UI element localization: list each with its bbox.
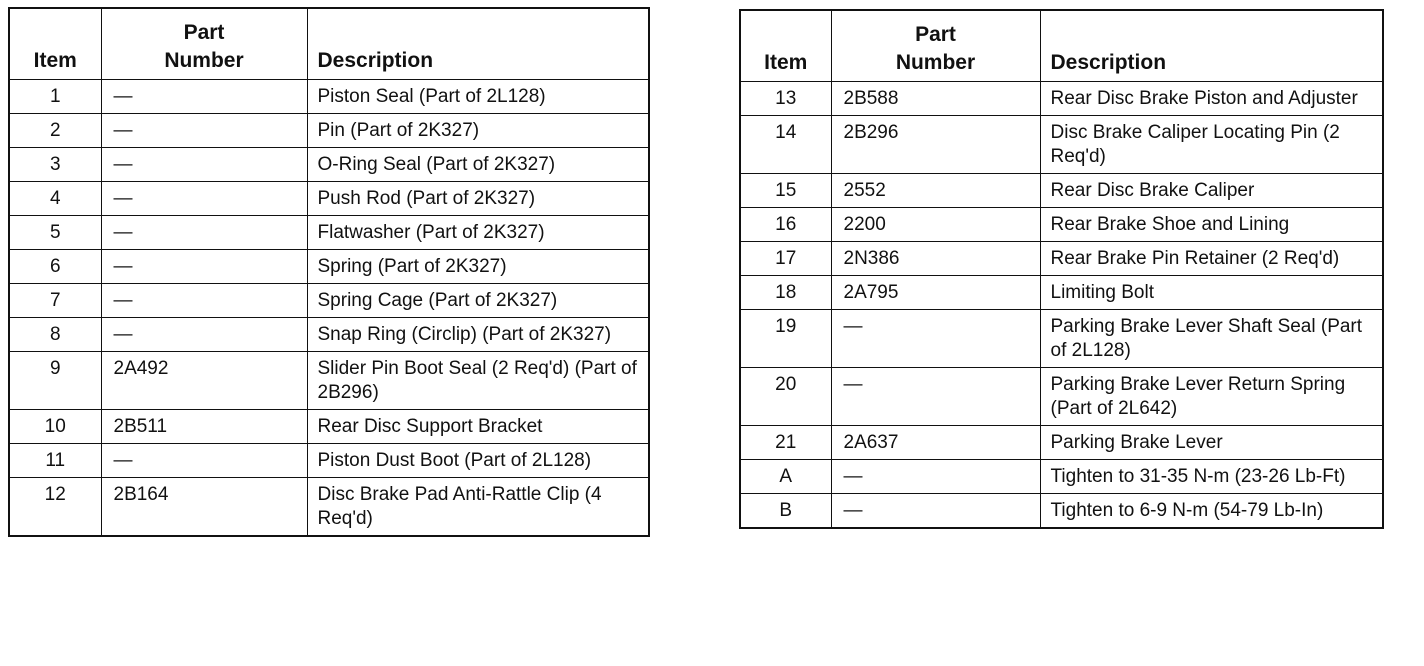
description-cell: Parking Brake Lever Shaft Seal (Part of 2L128) [1040, 310, 1383, 368]
item-cell: 19 [740, 310, 831, 368]
table-row [9, 444, 649, 478]
table-row [9, 284, 649, 318]
description-cell: Parking Brake Lever Return Spring (Part of 2L642) [1040, 368, 1383, 426]
part-number-cell: 2200 [831, 208, 1040, 242]
item-cell: 21 [740, 426, 831, 460]
table-row [9, 182, 649, 216]
table-row [740, 242, 1383, 276]
table-row [740, 82, 1383, 116]
description-cell: Rear Disc Brake Caliper [1040, 174, 1383, 208]
item-cell: 16 [740, 208, 831, 242]
description-cell: Rear Disc Support Bracket [307, 410, 649, 444]
part-number-cell: 2B296 [831, 116, 1040, 174]
table-row [9, 352, 649, 410]
part-number-cell: — [101, 148, 307, 182]
table-row [9, 410, 649, 444]
item-cell: 3 [9, 148, 101, 182]
table-row [740, 368, 1383, 426]
header-row [740, 10, 1383, 82]
part-number-cell: — [831, 460, 1040, 494]
item-cell: 13 [740, 82, 831, 116]
part-number-cell: 2A492 [101, 352, 307, 410]
table-row [740, 426, 1383, 460]
table-row [740, 310, 1383, 368]
part-number-cell: — [101, 182, 307, 216]
item-cell: 15 [740, 174, 831, 208]
part-number-cell: 2N386 [831, 242, 1040, 276]
item-cell: 10 [9, 410, 101, 444]
description-cell: Parking Brake Lever [1040, 426, 1383, 460]
item-cell: B [740, 494, 831, 529]
description-cell: Tighten to 6-9 N-m (54-79 Lb-In) [1040, 494, 1383, 529]
description-cell: Snap Ring (Circlip) (Part of 2K327) [307, 318, 649, 352]
table-row [740, 116, 1383, 174]
table-row [9, 478, 649, 537]
table-row [740, 174, 1383, 208]
item-cell: 11 [9, 444, 101, 478]
description-cell: O-Ring Seal (Part of 2K327) [307, 148, 649, 182]
item-cell: 7 [9, 284, 101, 318]
table-row [9, 318, 649, 352]
part-number-cell: — [831, 310, 1040, 368]
item-header: Item [9, 8, 101, 80]
part-number-cell: — [101, 284, 307, 318]
table-row [740, 276, 1383, 310]
description-header: Description [307, 8, 649, 80]
part-number-cell: — [101, 80, 307, 114]
table-row [740, 208, 1383, 242]
part-number-cell: 2B164 [101, 478, 307, 537]
description-cell: Spring (Part of 2K327) [307, 250, 649, 284]
description-cell: Tighten to 31-35 N-m (23-26 Lb-Ft) [1040, 460, 1383, 494]
part-number-header: Part Number [831, 10, 1040, 82]
item-cell: 1 [9, 80, 101, 114]
part-number-cell: 2552 [831, 174, 1040, 208]
part-number-cell: 2A637 [831, 426, 1040, 460]
item-cell: A [740, 460, 831, 494]
part-number-cell: — [101, 216, 307, 250]
part-number-cell: — [831, 494, 1040, 529]
item-cell: 9 [9, 352, 101, 410]
part-number-header: Part Number [101, 8, 307, 80]
header-row [9, 8, 649, 80]
item-cell: 18 [740, 276, 831, 310]
description-cell: Piston Seal (Part of 2L128) [307, 80, 649, 114]
description-header: Description [1040, 10, 1383, 82]
item-cell: 17 [740, 242, 831, 276]
part-number-cell: 2B511 [101, 410, 307, 444]
item-cell: 4 [9, 182, 101, 216]
description-cell: Rear Brake Shoe and Lining [1040, 208, 1383, 242]
part-number-cell: — [831, 368, 1040, 426]
description-cell: Pin (Part of 2K327) [307, 114, 649, 148]
item-cell: 8 [9, 318, 101, 352]
part-number-cell: 2B588 [831, 82, 1040, 116]
table-row [9, 148, 649, 182]
part-number-cell: — [101, 250, 307, 284]
description-cell: Rear Brake Pin Retainer (2 Req'd) [1040, 242, 1383, 276]
part-number-cell: 2A795 [831, 276, 1040, 310]
description-cell: Disc Brake Caliper Locating Pin (2 Req'd) [1040, 116, 1383, 174]
description-cell: Disc Brake Pad Anti-Rattle Clip (4 Req'd) [307, 478, 649, 537]
part-number-cell: — [101, 114, 307, 148]
item-cell: 6 [9, 250, 101, 284]
description-cell: Spring Cage (Part of 2K327) [307, 284, 649, 318]
parts-table-left [8, 7, 650, 537]
description-cell: Limiting Bolt [1040, 276, 1383, 310]
table-row [9, 80, 649, 114]
item-header: Item [740, 10, 831, 82]
parts-table-right [739, 9, 1384, 529]
description-cell: Rear Disc Brake Piston and Adjuster [1040, 82, 1383, 116]
description-cell: Piston Dust Boot (Part of 2L128) [307, 444, 649, 478]
item-cell: 20 [740, 368, 831, 426]
item-cell: 14 [740, 116, 831, 174]
description-cell: Push Rod (Part of 2K327) [307, 182, 649, 216]
table-row [740, 460, 1383, 494]
description-cell: Flatwasher (Part of 2K327) [307, 216, 649, 250]
table-row [9, 250, 649, 284]
description-cell: Slider Pin Boot Seal (2 Req'd) (Part of 2B296) [307, 352, 649, 410]
table-row [9, 114, 649, 148]
item-cell: 5 [9, 216, 101, 250]
table-row [740, 494, 1383, 529]
part-number-cell: — [101, 318, 307, 352]
table-row [9, 216, 649, 250]
item-cell: 2 [9, 114, 101, 148]
item-cell: 12 [9, 478, 101, 537]
part-number-cell: — [101, 444, 307, 478]
